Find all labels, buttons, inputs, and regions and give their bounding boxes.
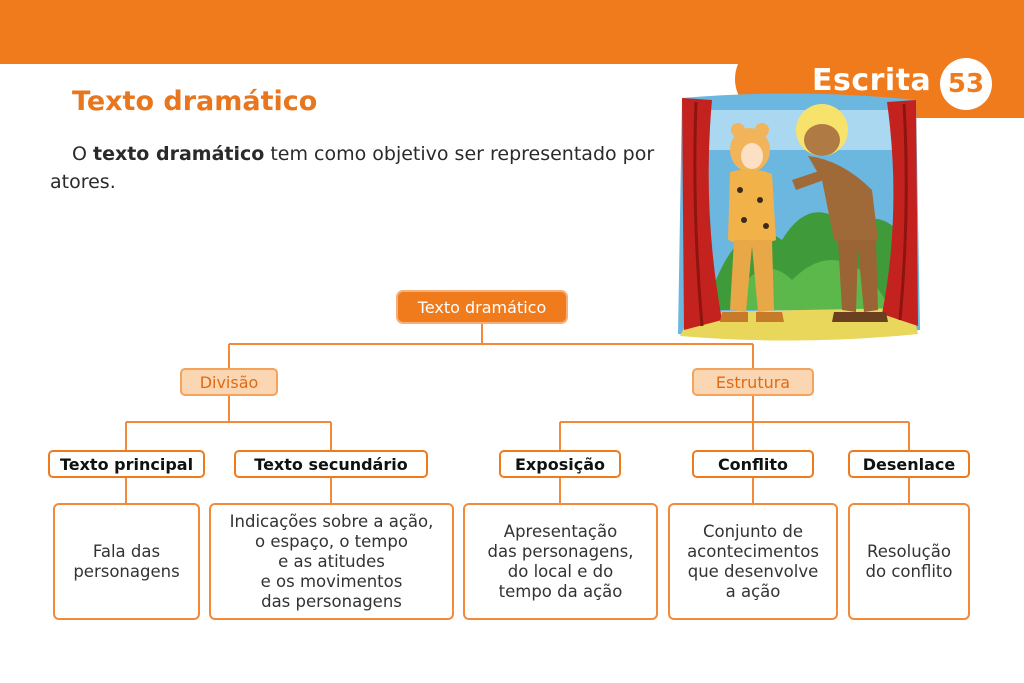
leaf-texto-secundario: Indicações sobre a ação, o espaço, o tempo e as atitudes e os movimentos das personagens xyxy=(209,503,454,620)
node-exposicao: Exposição xyxy=(499,450,621,478)
page-title: Texto dramático xyxy=(72,86,318,117)
node-desenlace: Desenlace xyxy=(848,450,970,478)
intro-text-bold: texto dramático xyxy=(93,143,265,165)
leaf-exposicao: Apresentação das personagens, do local e do tempo da ação xyxy=(463,503,658,620)
section-label: Escrita xyxy=(812,63,932,98)
node-texto-principal: Texto principal xyxy=(48,450,205,478)
node-conflito: Conflito xyxy=(692,450,814,478)
node-texto-dramatico: Texto dramático xyxy=(398,292,566,322)
intro-text-start: O xyxy=(72,143,93,165)
node-divisao: Divisão xyxy=(180,368,278,396)
leaf-conflito: Conjunto de acontecimentos que desenvolve a ação xyxy=(668,503,838,620)
node-texto-secundario: Texto secundário xyxy=(234,450,428,478)
node-estrutura: Estrutura xyxy=(692,368,814,396)
leaf-texto-principal: Fala das personagens xyxy=(53,503,200,620)
intro-text-end: tem como objetivo ser representado por atores. xyxy=(50,143,655,193)
leaf-desenlace: Resolução do conflito xyxy=(848,503,970,620)
page-number: 53 xyxy=(947,69,985,99)
